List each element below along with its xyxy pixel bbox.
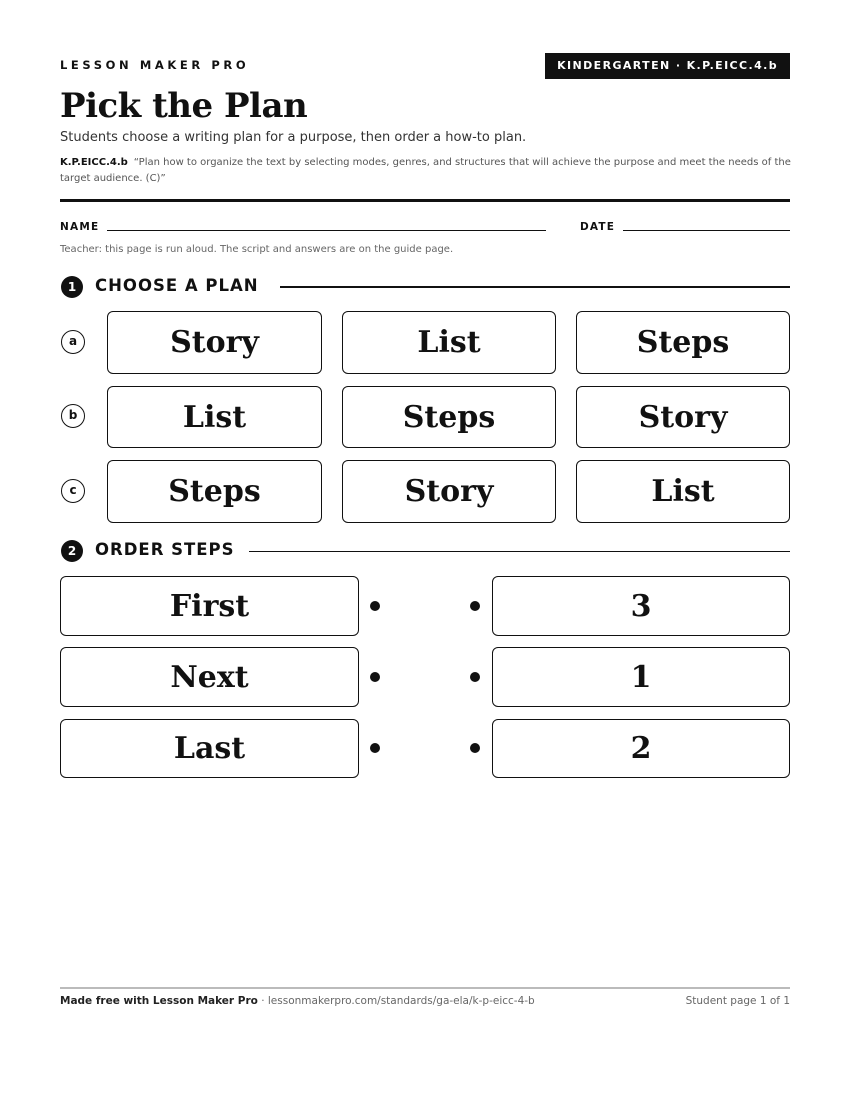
section-2-title: ORDER STEPS xyxy=(95,540,235,559)
page-title: Pick the Plan xyxy=(60,86,308,126)
section-1-rule xyxy=(280,286,790,288)
row-label-a: a xyxy=(61,330,85,354)
order-step-next[interactable]: Next xyxy=(60,647,359,707)
name-field[interactable] xyxy=(107,230,546,231)
plan-option-b-3[interactable]: Story xyxy=(576,386,790,448)
section-2-number: 2 xyxy=(61,540,83,562)
plan-option-a-3[interactable]: Steps xyxy=(576,311,790,374)
page-subtitle: Students choose a writing plan for a purpose, then order a how-to plan. xyxy=(60,130,527,145)
order-number-2[interactable]: 1 xyxy=(492,647,790,707)
match-dot-left-3[interactable] xyxy=(370,743,380,753)
order-step-last[interactable]: Last xyxy=(60,719,359,778)
plan-option-c-2[interactable]: Story xyxy=(342,460,556,523)
footer-credit xyxy=(60,995,535,1007)
plan-option-c-3[interactable]: List xyxy=(576,460,790,523)
header-divider xyxy=(60,199,790,202)
plan-option-b-2[interactable]: Steps xyxy=(342,386,556,448)
section-2-rule xyxy=(249,551,790,552)
match-dot-right-2[interactable] xyxy=(470,672,480,682)
match-dot-right-1[interactable] xyxy=(470,601,480,611)
plan-option-a-1[interactable]: Story xyxy=(107,311,322,374)
row-label-c: c xyxy=(61,479,85,503)
brand-name: LESSON MAKER PRO xyxy=(60,58,250,72)
standard-code: K.P.EICC.4.b xyxy=(60,157,128,168)
section-1-number: 1 xyxy=(61,276,83,298)
footer-divider xyxy=(60,987,790,989)
grade-standard-badge: KINDERGARTEN · K.P.EICC.4.b xyxy=(545,53,790,79)
standard-text: “Plan how to organize the text by selecting modes, genres, and structures that will achieve the purpose and meet the needs of the target audience. (C)” xyxy=(60,157,791,184)
match-dot-left-2[interactable] xyxy=(370,672,380,682)
order-number-1[interactable]: 3 xyxy=(492,576,790,636)
standard-description xyxy=(60,155,792,187)
plan-option-a-2[interactable]: List xyxy=(342,311,556,374)
order-number-3[interactable]: 2 xyxy=(492,719,790,778)
teacher-note: Teacher: this page is run aloud. The script and answers are on the guide page. xyxy=(60,244,454,255)
footer-url[interactable]: · lessonmakerpro.com/standards/ga-ela/k-p-eicc-4-b xyxy=(261,995,535,1007)
order-step-first[interactable]: First xyxy=(60,576,359,636)
footer-page-number: Student page 1 of 1 xyxy=(685,995,790,1007)
match-dot-right-3[interactable] xyxy=(470,743,480,753)
plan-option-b-1[interactable]: List xyxy=(107,386,322,448)
date-label: DATE xyxy=(580,221,616,233)
section-1-title: CHOOSE A PLAN xyxy=(95,276,259,295)
match-dot-left-1[interactable] xyxy=(370,601,380,611)
plan-option-c-1[interactable]: Steps xyxy=(107,460,322,523)
date-field[interactable] xyxy=(623,230,790,231)
footer-made-with: Made free with Lesson Maker Pro xyxy=(60,995,258,1007)
name-label: NAME xyxy=(60,221,100,233)
row-label-b: b xyxy=(61,404,85,428)
